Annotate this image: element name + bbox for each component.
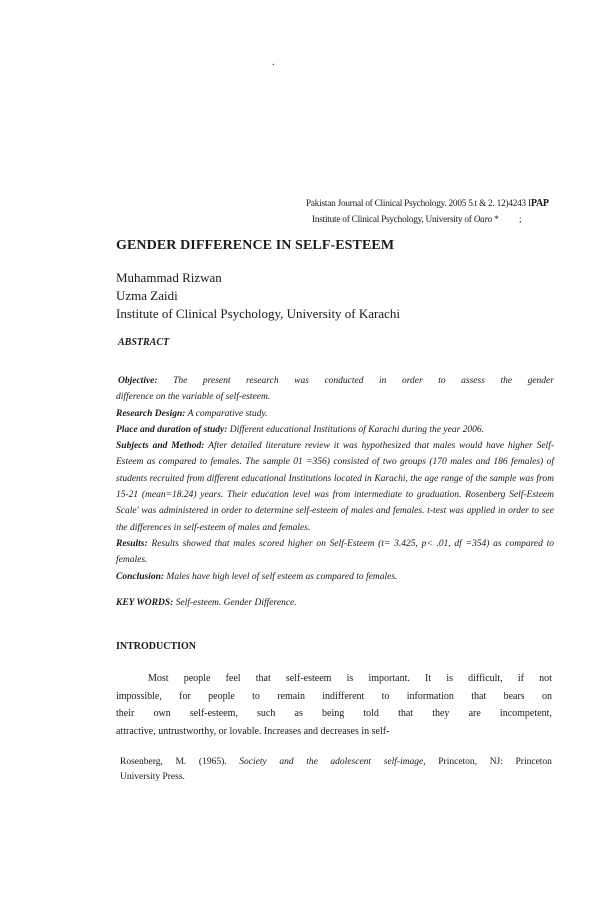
author-name: Muhammad Rizwan — [116, 270, 222, 285]
intro-line: Most people feel that self-esteem is important. It is difficult, if not — [148, 673, 552, 684]
reference-line: University Press. — [120, 772, 185, 782]
subjects-method: Subjects and Method: After detailed literature review it was hypothesized that males would have higher Self-Esteem as compared to females. The sample 01 =356) consisted of two groups (170 males and 186 females) of students recruited from different educational Institutions located in Karachi, the age range of the sample was from 15-21 (mean=18.24) years. Their education level was from intermediate to graduation. Rosenberg Self-Esteem Scale' was administered in order to determine self-esteem of males and females. t-test was applied in order to see the differences in self-esteem of males and females. — [116, 441, 554, 533]
journal-citation-line: Pakistan Journal of Clinical Psychology. 2005 5.t & 2. 12)4243 IPAP — [306, 198, 549, 209]
stray-mark: . — [272, 57, 275, 68]
author-name: Uzma Zaidi — [116, 288, 178, 303]
place-duration: Place and duration of study: Different educational Institutions of Karachi during the year 2006. — [116, 424, 485, 435]
keywords: KEY WORDS: Self-esteem. Gender Difference. — [116, 598, 297, 608]
results: Results: Results showed that males scored higher on Self-Esteem (t= 3.425, p< .01, df =354) as compared to females. — [116, 538, 554, 566]
footnote-reference — [120, 755, 552, 785]
objective-line: Objective: The present research was conducted in order to assess the gender — [118, 376, 554, 386]
journal-header — [306, 196, 556, 228]
introduction-body — [116, 670, 552, 740]
objective-continuation: difference on the variable of self-esteem. — [116, 392, 271, 403]
paper-title: GENDER DIFFERENCE IN SELF-ESTEEM — [116, 238, 395, 253]
abstract-heading: ABSTRACT — [118, 337, 170, 348]
intro-line: attractive, untrustworthy, or lovable. Increases and decreases in self- — [116, 725, 390, 737]
introduction-heading: INTRODUCTION — [116, 641, 197, 652]
author-block — [116, 269, 400, 323]
abstract-body — [116, 373, 554, 585]
author-affiliation: Institute of Clinical Psychology, University of Karachi — [116, 306, 401, 321]
intro-line: their own self-esteem, such as being told that they are incompetent, — [116, 708, 552, 719]
research-design: Research Design: A comparative study. — [116, 408, 268, 419]
journal-institute-line: Institute of Clinical Psychology, University of Oaro * ; — [312, 215, 522, 225]
intro-line: impossible, for people to remain indifferent to information that bears on — [116, 690, 552, 702]
reference-line: Rosenberg, M. (1965). Society and the adolescent self-image, Princeton, NJ: Princeton — [120, 757, 552, 767]
conclusion: Conclusion: Males have high level of self esteem as compared to females. — [116, 571, 398, 582]
